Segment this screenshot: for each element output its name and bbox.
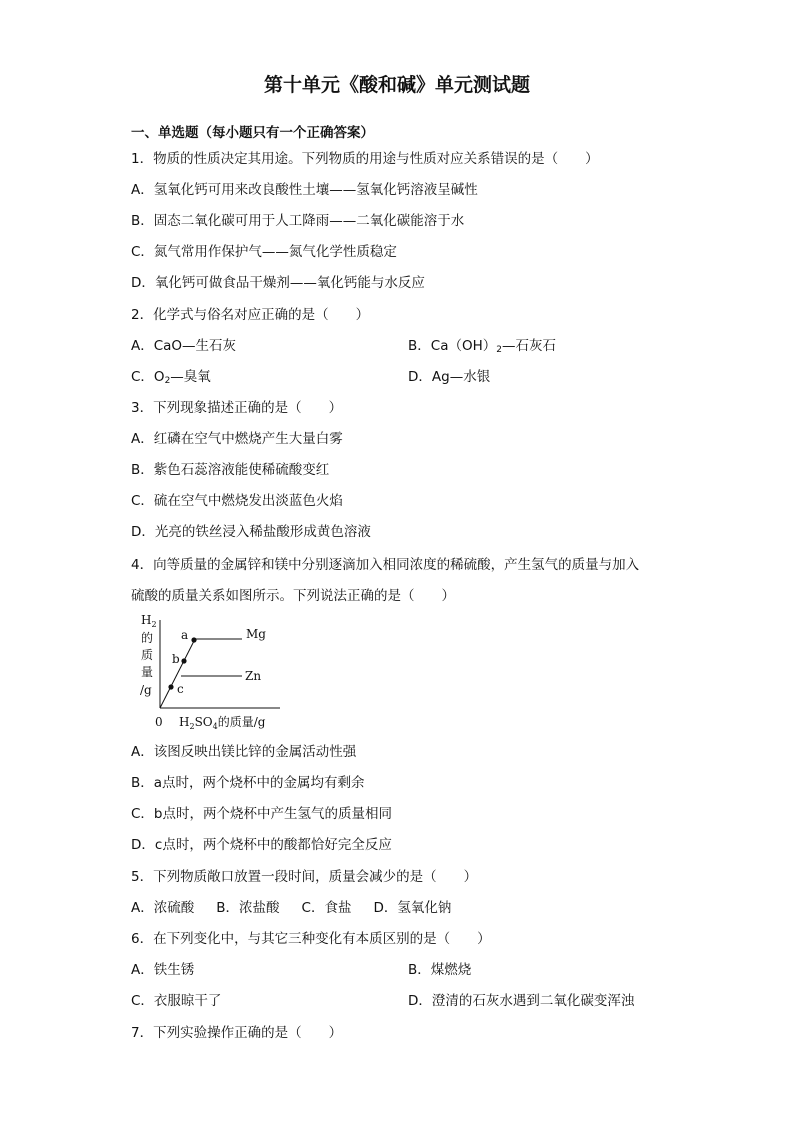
question-2-stem: 2．化学式与俗名对应正确的是（ ） xyxy=(131,307,370,323)
question-7-stem: 7．下列实验操作正确的是（ ） xyxy=(131,1025,343,1041)
question-6-option-c: C．衣服晾干了 xyxy=(131,993,222,1009)
question-5-option-d: D．氢氧化钠 xyxy=(373,900,452,916)
question-5-option-a: A．浓硫酸 xyxy=(131,900,195,916)
y-axis-label-char-2: 质 xyxy=(141,648,154,662)
question-5-options xyxy=(131,899,473,917)
question-1-option-a: A．氢氧化钙可用来改良酸性土壤——氢氧化钙溶液呈碱性 xyxy=(131,182,478,198)
y-axis-label-char-3: 量 xyxy=(141,665,154,679)
question-3-stem: 3．下列现象描述正确的是（ ） xyxy=(131,400,343,416)
rising-line xyxy=(160,639,195,708)
x-axis-label: $H_2SO_4$的质量/g xyxy=(179,715,266,731)
question-4-stem-line-1: 4．向等质量的金属锌和镁中分别逐滴加入相同浓度的稀硫酸，产生氢气的质量与加入 xyxy=(131,557,640,573)
question-1-stem: 1．物质的性质决定其用途。下列物质的用途与性质对应关系错误的是（ ） xyxy=(131,151,599,167)
point-a-label: a xyxy=(181,628,189,642)
question-1-option-c: C．氮气常用作保护气——氮气化学性质稳定 xyxy=(131,244,397,260)
question-5-option-c: C．食盐 xyxy=(301,900,352,916)
page-title: 第十单元《酸和碱》单元测试题 xyxy=(263,74,530,96)
question-6-option-a: A．铁生锈 xyxy=(131,962,195,978)
question-2-option-d: D．Ag—水银 xyxy=(408,369,491,385)
question-4-option-a: A．该图反映出镁比锌的金属活动性强 xyxy=(131,744,357,760)
y-axis-label-unit: /g xyxy=(140,683,152,697)
question-1-option-b: B．固态二氧化碳可用于人工降雨——二氧化碳能溶于水 xyxy=(131,213,465,229)
question-6-option-d: D．澄清的石灰水遇到二氧化碳变浑浊 xyxy=(408,993,635,1009)
zn-line-label: Zn xyxy=(245,669,262,683)
question-5-option-b: B．浓盐酸 xyxy=(216,900,280,916)
question-2-option-c: C．$O_2—$臭氧 xyxy=(131,369,211,386)
question-2-option-b: B．$Ca(OH)_2—$石灰石 xyxy=(408,338,556,355)
y-axis-label-char-1: 的 xyxy=(141,631,154,645)
question-2-option-a: A．CaO—生石灰 xyxy=(131,338,237,354)
point-c-marker xyxy=(168,684,173,689)
question-3-option-c: C．硫在空气中燃烧发出淡蓝色火焰 xyxy=(131,493,343,509)
question-4-option-c: C．b点时，两个烧杯中产生氢气的质量相同 xyxy=(131,806,392,822)
y-axis-label: $H_2$ xyxy=(141,613,157,629)
origin-label: 0 xyxy=(155,715,163,729)
point-b-marker xyxy=(181,658,186,663)
point-b-label: b xyxy=(172,652,180,666)
question-6-stem: 6．在下列变化中，与其它三种变化有本质区别的是（ ） xyxy=(131,931,491,947)
section-heading: 一、单选题（每小题只有一个正确答案） xyxy=(131,125,374,141)
hydrogen-mass-graph xyxy=(135,612,305,734)
question-3-option-a: A．红磷在空气中燃烧产生大量白雾 xyxy=(131,431,343,447)
question-3-option-d: D．光亮的铁丝浸入稀盐酸形成黄色溶液 xyxy=(131,524,371,540)
mg-line-label: Mg xyxy=(246,627,266,641)
point-c-label: c xyxy=(177,682,184,696)
question-6-option-b: B．煤燃烧 xyxy=(408,962,472,978)
question-4-option-d: D．c点时，两个烧杯中的酸都恰好完全反应 xyxy=(131,837,392,853)
question-4-stem-line-2: 硫酸的质量关系如图所示。下列说法正确的是（ ） xyxy=(131,588,455,604)
question-4-option-b: B．a点时，两个烧杯中的金属均有剩余 xyxy=(131,775,365,791)
question-3-option-b: B．紫色石蕊溶液能使稀硫酸变红 xyxy=(131,462,330,478)
point-a-marker xyxy=(191,637,196,642)
question-1-option-d: D．氧化钙可做食品干燥剂——氧化钙能与水反应 xyxy=(131,275,425,291)
question-5-stem: 5．下列物质敞口放置一段时间，质量会减少的是（ ） xyxy=(131,869,478,885)
